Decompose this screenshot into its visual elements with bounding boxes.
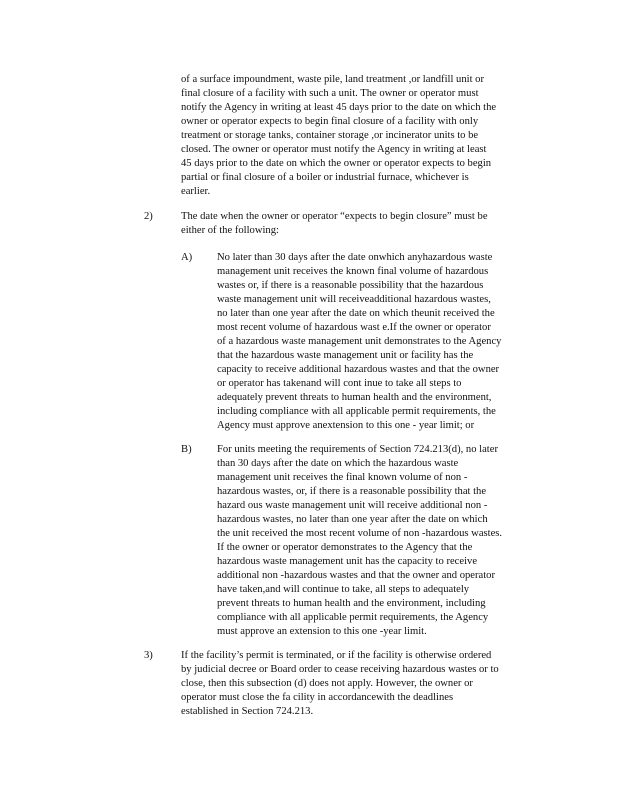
text-line: the unit received the most recent volume of non -hazardous wastes. [217, 528, 503, 539]
text-line: notify the Agency in writing at least 45 days prior to the date on which the [181, 102, 497, 113]
subitem-label-a: A) [181, 252, 193, 263]
text-line: hazardous wastes, or, if there is a reasonable possibility that the [217, 486, 487, 497]
text-line: management unit receives the final known volume of non - [217, 472, 468, 483]
subitem-a-paragraph [217, 251, 539, 433]
text-line: adequately prevent threats to human health and the environment, [217, 392, 492, 403]
text-line: close, then this subsection (d) does not apply. However, the owner or [181, 678, 473, 689]
text-line: 45 days prior to the date on which the owner or operator expects to begin [181, 158, 492, 169]
text-line: The date when the owner or operator “expects to begin closure” must be [181, 211, 488, 222]
text-line: treatment or storage tanks, container storage ,or incinerator units to be [181, 130, 479, 141]
text-line: established in Section 724.213. [181, 706, 314, 717]
text-line: have taken,and will continue to take, all steps to adequately [217, 584, 470, 595]
text-line: final closure of a facility with such a unit. The owner or operator must [181, 88, 479, 99]
text-line: closed. The owner or operator must notify the Agency in writing at least [181, 144, 487, 155]
item-number-3: 3) [144, 650, 153, 661]
text-line: by judicial decree or Board order to cease receiving hazardous wastes or to [181, 664, 499, 675]
text-line: of a surface impoundment, waste pile, land treatment ,or landfill unit or [181, 74, 485, 85]
text-line: capacity to receive additional hazardous wastes and that the owner [217, 364, 500, 375]
text-line: earlier. [181, 186, 211, 197]
text-line: additional non -hazardous wastes and that the owner and operator [217, 570, 495, 581]
text-line: or operator has takenand will cont inue to take all steps to [217, 378, 462, 389]
subitem-label-b: B) [181, 444, 192, 455]
item-3-paragraph [181, 649, 543, 719]
text-line: Agency must approve anextension to this one - year limit; or [217, 420, 475, 431]
text-line: most recent volume of hazardous wast e.If the owner or operator [217, 322, 491, 333]
text-line: compliance with all applicable permit requirements, the Agency [217, 612, 489, 623]
text-line: prevent threats to human health and the environment, including [217, 598, 486, 609]
text-line: If the facility’s permit is terminated, or if the facility is otherwise ordered [181, 650, 492, 661]
text-line: hazardous wastes, no later than one year after the date on which [217, 514, 488, 525]
text-line: either of the following: [181, 225, 279, 236]
text-line: of a hazardous waste management unit demonstrates to the Agency [217, 336, 502, 347]
item-number-2: 2) [144, 211, 153, 222]
text-line: must approve an extension to this one -year limit. [217, 626, 427, 637]
item-2-paragraph [181, 210, 541, 238]
text-line: owner or operator expects to begin final closure of a facility with only [181, 116, 479, 127]
text-line: partial or final closure of a boiler or industrial furnace, whichever is [181, 172, 469, 183]
text-line: including compliance with all applicable permit requirements, the [217, 406, 496, 417]
text-line: no later than one year after the date on which theunit received the [217, 308, 495, 319]
text-line: For units meeting the requirements of Section 724.213(d), no later [217, 444, 498, 455]
subitem-b-paragraph [217, 443, 539, 639]
text-line: No later than 30 days after the date onwhich anyhazardous waste [217, 252, 493, 263]
text-line: that the hazardous waste management unit or facility has the [217, 350, 474, 361]
text-line: If the owner or operator demonstrates to the Agency that the [217, 542, 473, 553]
text-line: waste management unit will receiveadditional hazardous wastes, [217, 294, 491, 305]
text-line: operator must close the fa cility in accordancewith the deadlines [181, 692, 454, 703]
text-line: management unit receives the known final volume of hazardous [217, 266, 489, 277]
intro-paragraph [181, 73, 541, 199]
text-line: than 30 days after the date on which the hazardous waste [217, 458, 459, 469]
text-line: hazardous waste management unit has the capacity to receive [217, 556, 478, 567]
text-line: hazard ous waste management unit will receive additional non - [217, 500, 488, 511]
text-line: wastes or, if there is a reasonable possibility that the hazardous [217, 280, 484, 291]
